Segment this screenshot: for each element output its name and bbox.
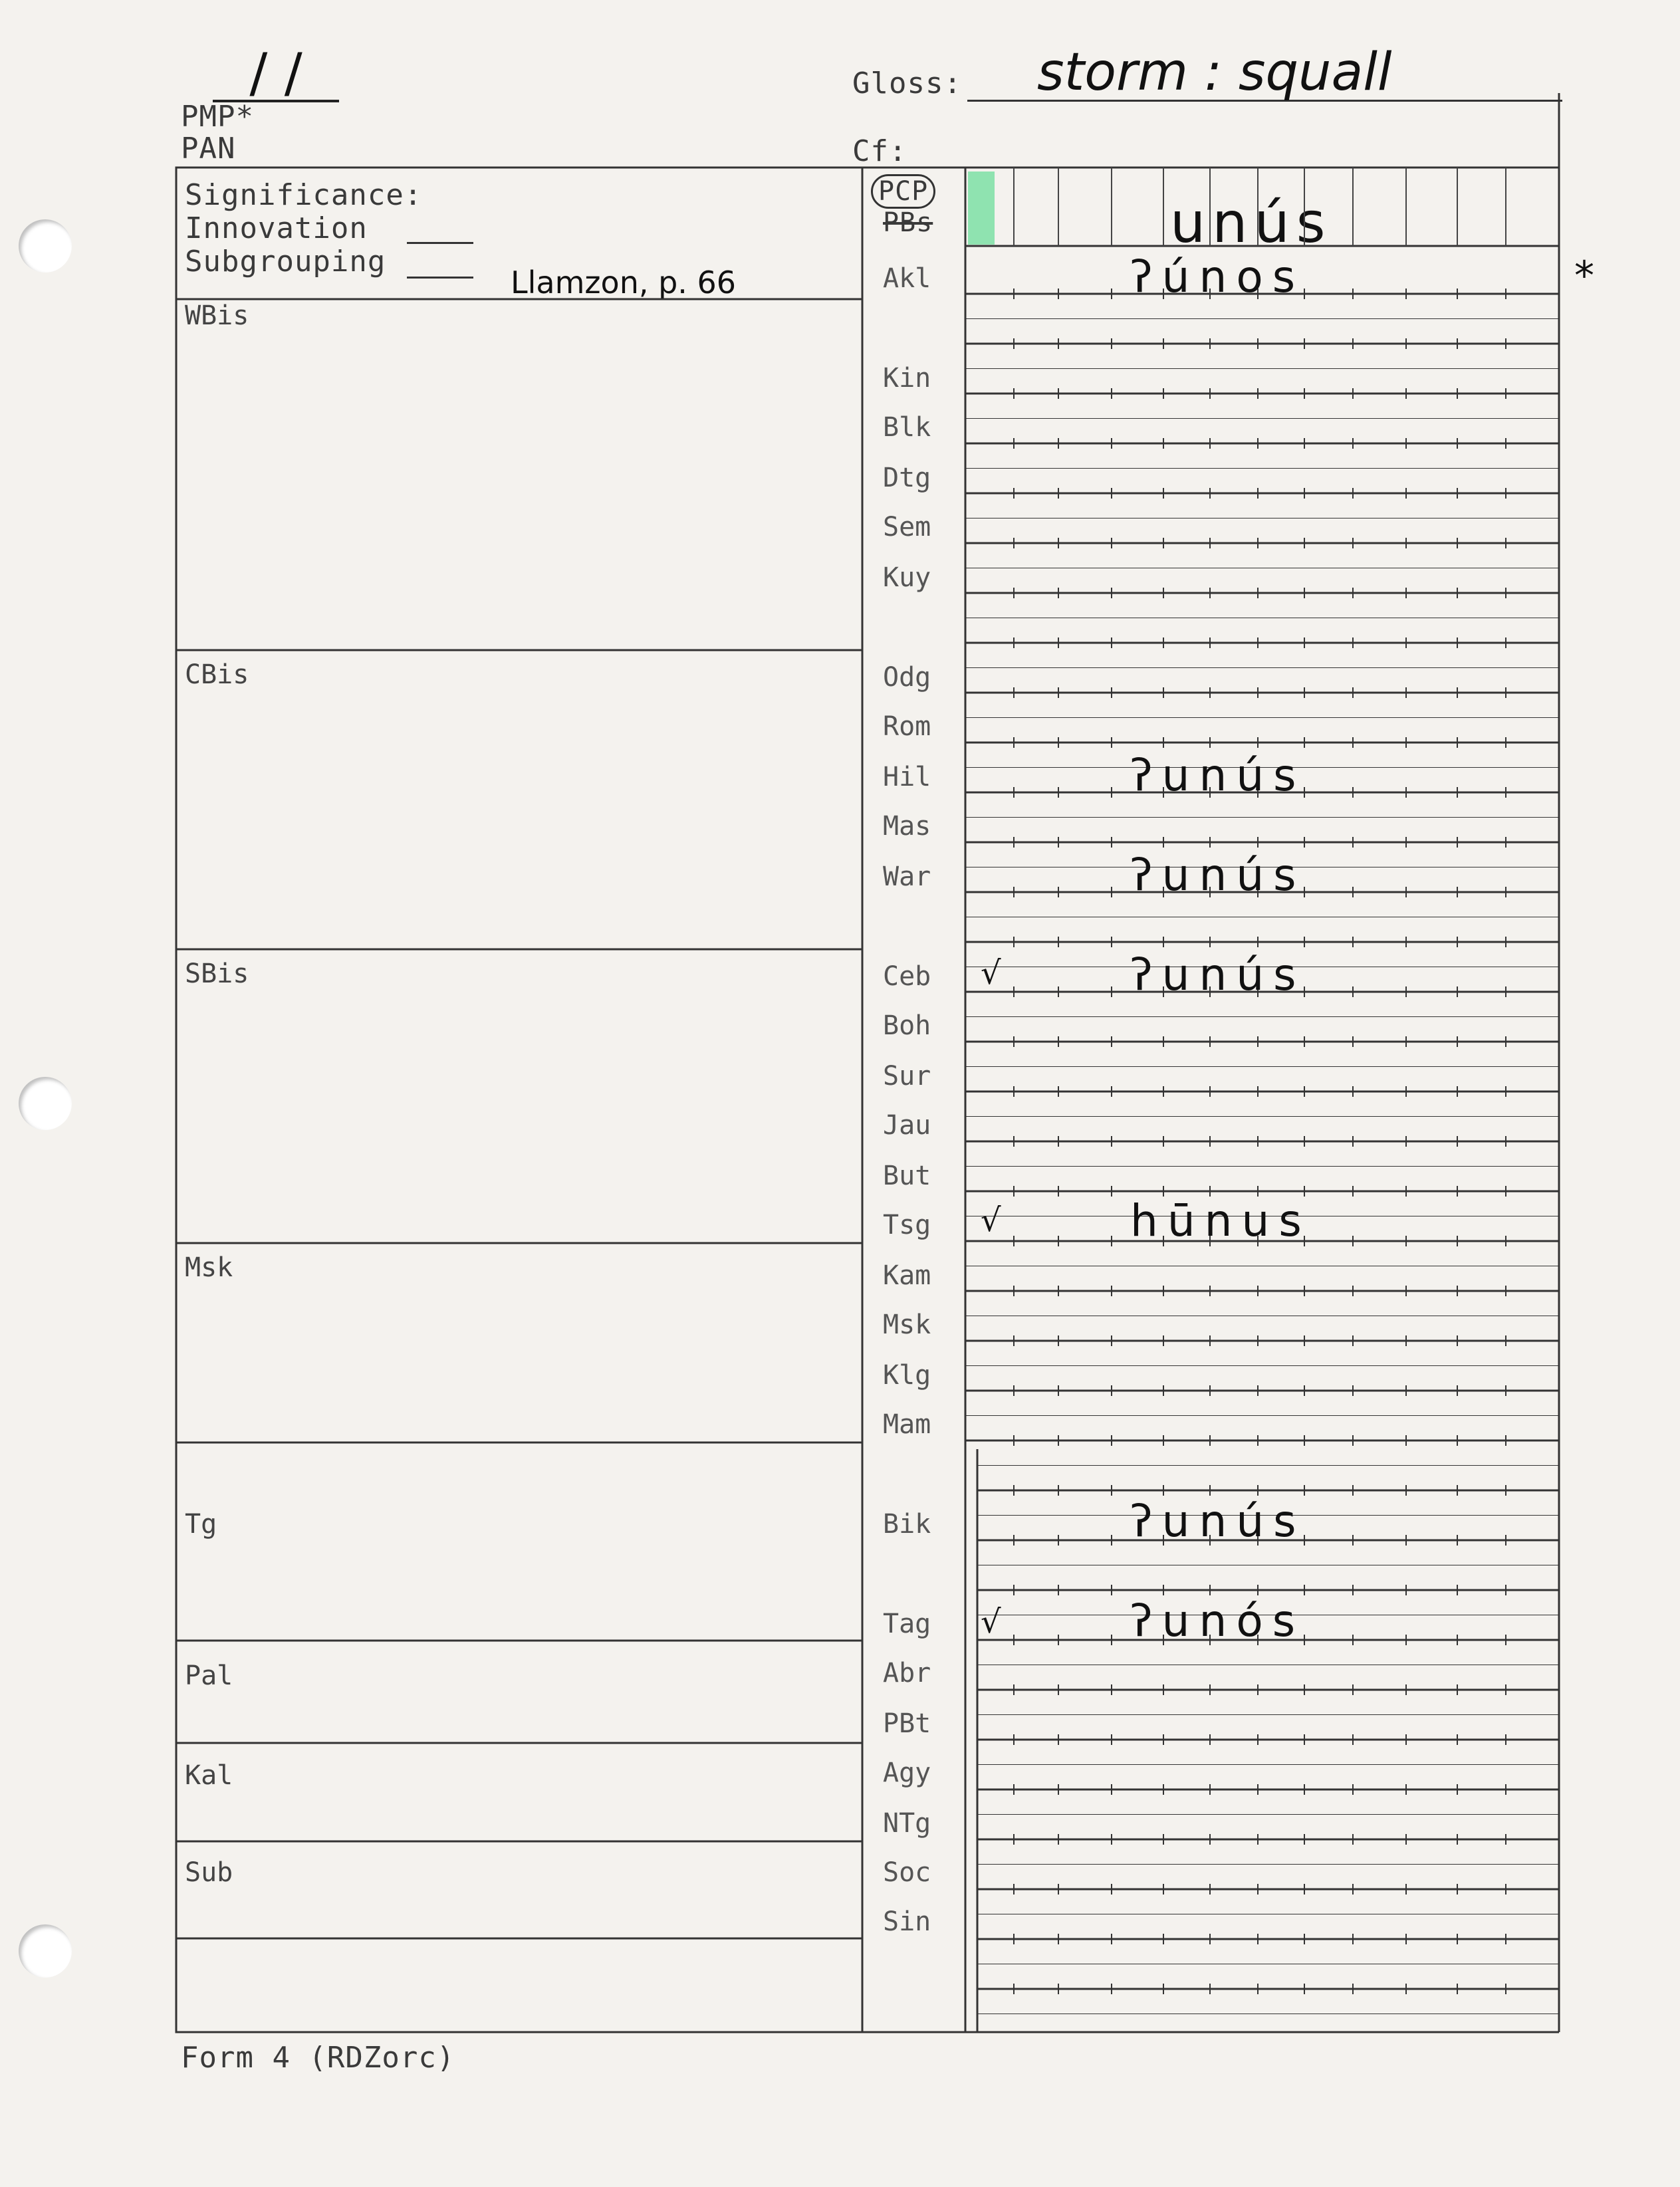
lang-akl: Akl <box>883 263 931 294</box>
lang-tag: Tag <box>883 1609 931 1639</box>
lang-sin: Sin <box>883 1906 931 1937</box>
entry-hil-form: ʔunús <box>1130 750 1306 801</box>
pcp-struck-label: PBs <box>883 207 933 238</box>
section-wbis: WBis <box>185 300 249 331</box>
gloss-label: Gloss: <box>852 66 962 100</box>
lang-mam: Mam <box>883 1409 931 1440</box>
section-tg: Tg <box>185 1509 217 1540</box>
lang-war: War <box>883 862 931 892</box>
lang-ntg: NTg <box>883 1808 931 1839</box>
entry-akl-form: ʔúnos <box>1130 251 1305 302</box>
lang-pbt: PBt <box>883 1708 931 1739</box>
lang-abr: Abr <box>883 1658 931 1688</box>
innovation-label: Innovation <box>185 211 368 245</box>
lang-mas: Mas <box>883 811 931 842</box>
lang-sem: Sem <box>883 512 931 542</box>
lang-tsg: Tsg <box>883 1210 931 1240</box>
entry-tsg-check: √ <box>981 1202 1001 1239</box>
pcp-label: PCP <box>871 174 935 209</box>
section-pal: Pal <box>185 1661 233 1691</box>
lang-hil: Hil <box>883 762 931 792</box>
lang-dtg: Dtg <box>883 463 931 493</box>
lang-boh: Boh <box>883 1010 931 1041</box>
section-sub: Sub <box>185 1857 233 1888</box>
entry-bik-form: ʔunús <box>1130 1496 1306 1547</box>
lang-ceb: Ceb <box>883 961 931 992</box>
lang-sur: Sur <box>883 1061 931 1092</box>
pan-label: PAN <box>181 132 236 166</box>
entry-ceb-form: ʔunús <box>1130 949 1306 1000</box>
pmp-label: PMP* <box>181 100 254 134</box>
entry-akl-mark: * <box>1574 253 1594 299</box>
lang-blk: Blk <box>883 412 931 443</box>
section-kal: Kal <box>185 1760 233 1791</box>
entry-tag-form: ʔunós <box>1130 1595 1305 1647</box>
lang-rom: Rom <box>883 711 931 742</box>
subgrouping-label: Subgrouping <box>185 245 386 279</box>
form-footer: Form 4 (RDZorc) <box>181 2041 455 2075</box>
lang-jau: Jau <box>883 1110 931 1141</box>
lang-kam: Kam <box>883 1260 931 1291</box>
cf-label: Cf: <box>852 134 907 168</box>
entry-tag-check: √ <box>981 1603 1001 1641</box>
entry-ceb-check: √ <box>981 955 1001 992</box>
lang-soc: Soc <box>883 1857 931 1888</box>
lang-msk: Msk <box>883 1310 931 1340</box>
lang-but: But <box>883 1161 931 1191</box>
section-msk: Msk <box>185 1252 233 1283</box>
gloss-value: storm : squall <box>1037 43 1392 102</box>
entry-war-form: ʔunús <box>1130 850 1306 901</box>
lang-agy: Agy <box>883 1758 931 1788</box>
significance-title: Significance: <box>185 178 423 212</box>
section-cbis: CBis <box>185 659 249 690</box>
lang-klg: Klg <box>883 1360 931 1391</box>
section-sbis: SBis <box>185 959 249 989</box>
header-slashes: / / <box>213 47 339 102</box>
lang-odg: Odg <box>883 662 931 693</box>
lang-bik: Bik <box>883 1509 931 1540</box>
pcp-form: unús <box>1170 190 1332 255</box>
reference-note: Llamzon, p. 66 <box>511 265 737 300</box>
lang-kin: Kin <box>883 363 931 394</box>
entry-tsg-form: hūnus <box>1130 1195 1311 1246</box>
lang-kuy: Kuy <box>883 562 931 593</box>
